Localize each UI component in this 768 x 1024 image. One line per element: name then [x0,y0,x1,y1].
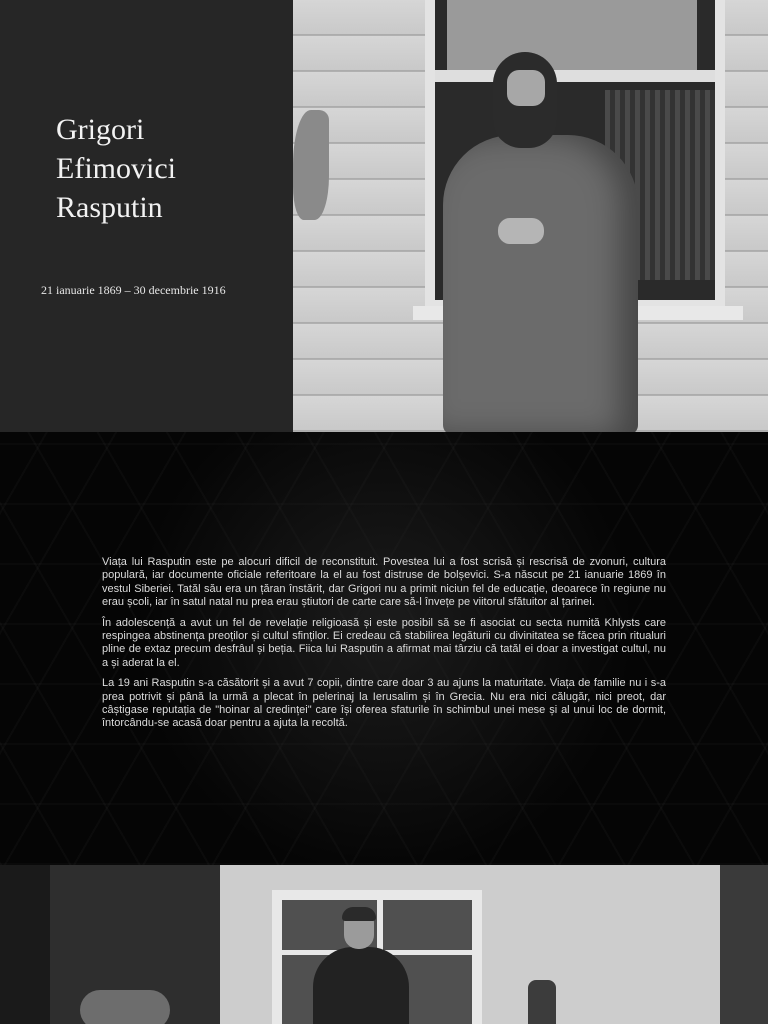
window-pane [447,0,697,70]
window-sash [435,70,715,82]
biography-slide [0,432,768,865]
biography-text [102,556,666,738]
plant-shape [293,110,329,220]
dark-edge [720,865,768,1024]
object-shape [528,980,556,1024]
title-line: Rasputin [56,191,163,224]
title-line: Grigori [56,113,145,146]
man-body [313,947,409,1024]
paragraph: Viața lui Rasputin este pe alocuri dificil de reconstituit. Povestea lui a fost scrisă și rescrisă de zvonuri, cultura populară, iar documente oficiale referitoare la el au fost distruse de bolșevici. S-a născut pe 21 ianuarie 1869 în vestul Siberiei. Tatăl său era un țăran înstărit, dar Grigori nu a primit niciun fel de educație, deoarece în regiune nu erau școli, iar în satul natal nu prea erau știutori de carte care să-l învețe pe viitorul sfătuitor al țarinei. [102,556,666,609]
slide-title [56,110,276,227]
photo-slide [0,865,768,1024]
blurred-shape [80,990,170,1024]
paragraph: În adolescență a avut un fel de revelație religioasă și este posibil să se fi asociat cu secta numită Khlysts care respingea abstinența preoților și cultul sfinților. Ei credeau că stabilirea legăturii cu divinitatea se făcea prin ritualuri pline de extaz precum desfrâul și beția. Fiica lui Rasputin a afirmat mai târziu că tatăl ei doar a investigat cultul, nu a și aderat la el. [102,616,666,669]
life-dates: 21 ianuarie 1869 – 30 decembrie 1916 [41,283,226,297]
man-hair [342,907,376,921]
man-hand [498,218,544,244]
man-figure [443,135,638,432]
portrait-photo [293,0,768,432]
man-face [507,70,545,106]
title-line: Efimovici [56,152,176,185]
title-slide [0,0,768,432]
paragraph: La 19 ani Rasputin s-a căsătorit și a avut 7 copii, dintre care doar 3 au ajuns la maturitate. Viața de familie nu i s-a prea potrivit și până la urmă a plecat în pelerinaj la Ierusalim și în Grecia. Nu era nici călugăr, nici preot, dar câștigase reputația de "hoinar al credinței" care își oferea sfaturile în schimbul unei mese și al unui loc de dormit, întorcându-se acasă doar pentru a ajuta la recoltă. [102,677,666,730]
